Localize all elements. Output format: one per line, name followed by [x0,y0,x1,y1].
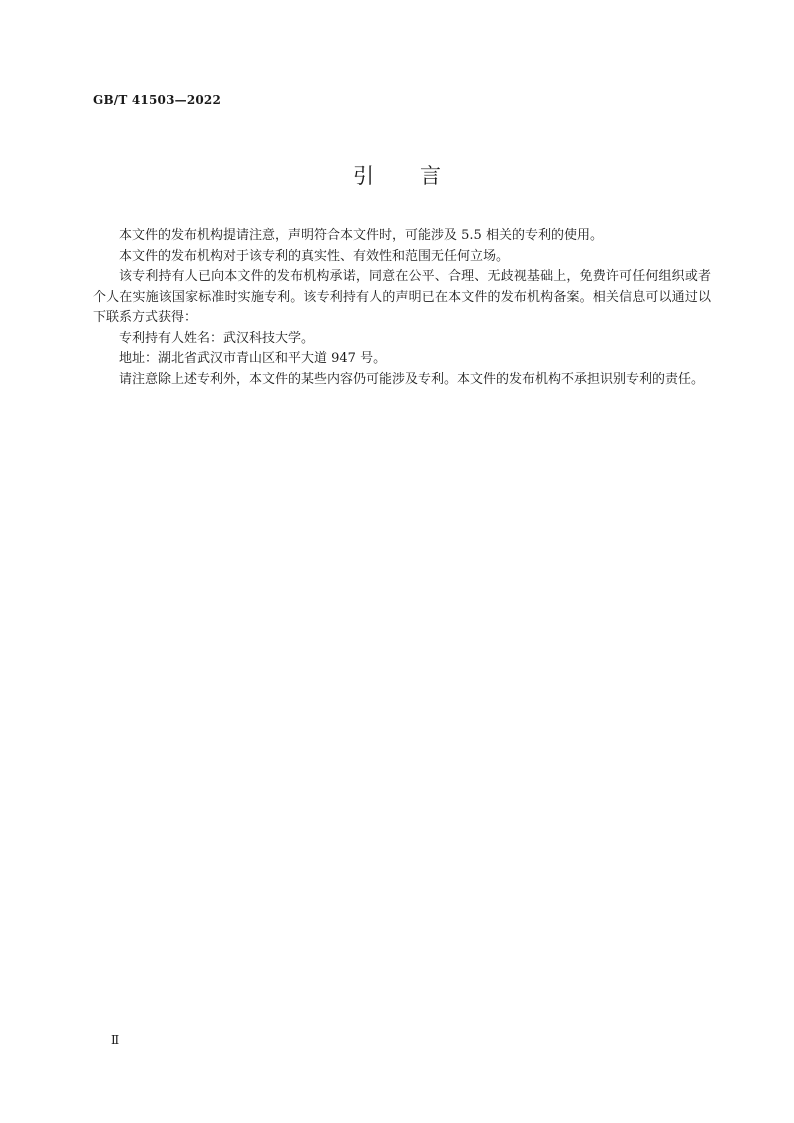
paragraph-6: 请注意除上述专利外，本文件的某些内容仍可能涉及专利。本文件的发布机构不承担识别专利的责任。 [119,371,705,387]
page-title [0,160,794,190]
paragraph-1: 本文件的发布机构提请注意，声明符合本文件时，可能涉及 5.5 相关的专利的使用。 [119,228,603,243]
paragraph-3: 该专利持有人已向本文件的发布机构承诺，同意在公平、合理、无歧视基础上，免费许可任何组织或者个人在实施该国家标准时实施专利。该专利持有人的声明已在本文件的发布机构备案。相关信息可以通过以下联系方式获得： [93,269,711,325]
page-number: Ⅱ [111,1033,120,1047]
title-char-1: 引 [353,164,374,188]
title-char-2: 言 [420,164,441,188]
paragraph-2: 本文件的发布机构对于该专利的真实性、有效性和范围无任何立场。 [119,248,510,264]
paragraph-4: 专利持有人姓名：武汉科技大学。 [119,330,315,346]
paragraph-5: 地址：湖北省武汉市青山区和平大道 947 号。 [119,351,387,366]
standard-number: GB/T 41503—2022 [93,93,222,107]
introduction-body [93,226,711,390]
